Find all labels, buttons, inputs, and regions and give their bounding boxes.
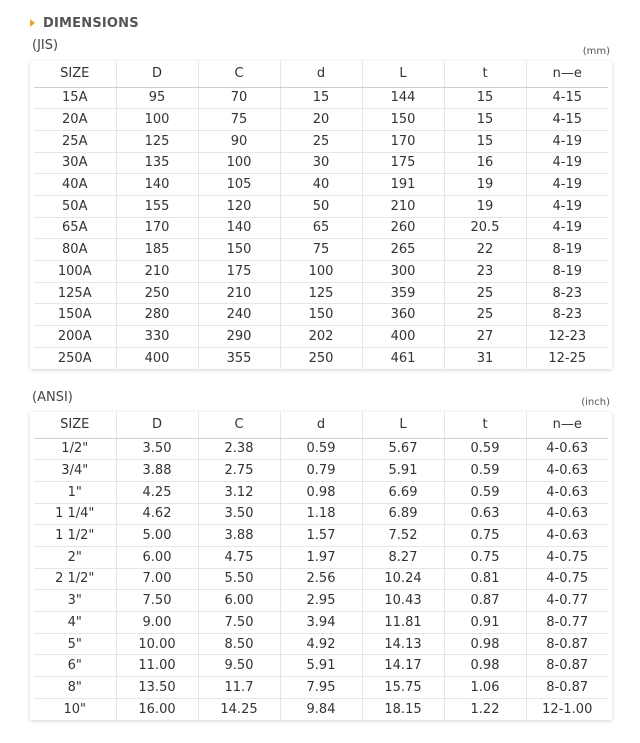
table-cell: 4.75 xyxy=(198,546,280,568)
table-row xyxy=(34,347,608,369)
column-header: t xyxy=(444,61,526,87)
table-cell: 175 xyxy=(198,261,280,283)
table-cell: 4-0.63 xyxy=(526,503,608,525)
table-cell: 4-0.75 xyxy=(526,568,608,590)
table-row xyxy=(34,195,608,217)
table-cell: 25 xyxy=(444,304,526,326)
table-cell: 8.27 xyxy=(362,546,444,568)
table-cell: 8-0.87 xyxy=(526,677,608,699)
table-cell: 15.75 xyxy=(362,677,444,699)
table-cell: 360 xyxy=(362,304,444,326)
table-cell: 25 xyxy=(280,130,362,152)
column-header: L xyxy=(362,412,444,438)
column-header: L xyxy=(362,61,444,87)
table-cell: 140 xyxy=(198,217,280,239)
table-row xyxy=(34,261,608,283)
table-cell: 4-0.63 xyxy=(526,438,608,460)
table-cell: 150 xyxy=(198,239,280,261)
table-cell: 330 xyxy=(116,326,198,348)
table-cell: 3.50 xyxy=(198,503,280,525)
table-cell: 70 xyxy=(198,87,280,109)
table-cell: 14.25 xyxy=(198,698,280,720)
table-cell: 16.00 xyxy=(116,698,198,720)
table-cell: 6.00 xyxy=(198,590,280,612)
table-header-row xyxy=(34,61,608,87)
table-cell: 5.50 xyxy=(198,568,280,590)
jis-table-container xyxy=(30,61,612,369)
table-cell: 1 1/4" xyxy=(34,503,116,525)
table-cell: 65A xyxy=(34,217,116,239)
table-cell: 22 xyxy=(444,239,526,261)
table-cell: 10.43 xyxy=(362,590,444,612)
table-cell: 3.88 xyxy=(198,525,280,547)
table-header-row xyxy=(34,412,608,438)
table-cell: 2.38 xyxy=(198,438,280,460)
table-cell: 5.67 xyxy=(362,438,444,460)
table-cell: 265 xyxy=(362,239,444,261)
table-cell: 25A xyxy=(34,130,116,152)
table-row xyxy=(34,152,608,174)
table-cell: 90 xyxy=(198,130,280,152)
table-cell: 250 xyxy=(280,347,362,369)
table-cell: 4.25 xyxy=(116,481,198,503)
table-cell: 0.81 xyxy=(444,568,526,590)
column-header: SIZE xyxy=(34,61,116,87)
table-cell: 1.18 xyxy=(280,503,362,525)
table-cell: 2.95 xyxy=(280,590,362,612)
column-header: SIZE xyxy=(34,412,116,438)
table-cell: 3" xyxy=(34,590,116,612)
table-cell: 6" xyxy=(34,655,116,677)
table-cell: 0.98 xyxy=(444,655,526,677)
table-row xyxy=(34,677,608,699)
table-cell: 3.50 xyxy=(116,438,198,460)
ansi-table-container xyxy=(30,412,612,720)
table-cell: 1.06 xyxy=(444,677,526,699)
table-cell: 210 xyxy=(362,195,444,217)
table-cell: 11.81 xyxy=(362,612,444,634)
table-cell: 200A xyxy=(34,326,116,348)
table-cell: 19 xyxy=(444,174,526,196)
table-cell: 4-19 xyxy=(526,130,608,152)
table-cell: 50A xyxy=(34,195,116,217)
table-cell: 14.13 xyxy=(362,633,444,655)
table-cell: 355 xyxy=(198,347,280,369)
table-row xyxy=(34,87,608,109)
table-cell: 3.12 xyxy=(198,481,280,503)
table-cell: 4-0.63 xyxy=(526,460,608,482)
table-cell: 4.62 xyxy=(116,503,198,525)
table-cell: 3.94 xyxy=(280,612,362,634)
table-cell: 4-0.77 xyxy=(526,590,608,612)
table-cell: 75 xyxy=(198,109,280,131)
table-cell: 0.87 xyxy=(444,590,526,612)
table-row xyxy=(34,655,608,677)
table-cell: 0.98 xyxy=(444,633,526,655)
table-cell: 8-23 xyxy=(526,282,608,304)
table-cell: 144 xyxy=(362,87,444,109)
table-cell: 4" xyxy=(34,612,116,634)
table-cell: 125A xyxy=(34,282,116,304)
table-cell: 150A xyxy=(34,304,116,326)
table-row xyxy=(34,109,608,131)
table-cell: 8-0.87 xyxy=(526,655,608,677)
table-cell: 23 xyxy=(444,261,526,283)
table-cell: 8" xyxy=(34,677,116,699)
column-header: C xyxy=(198,61,280,87)
table-cell: 4-0.63 xyxy=(526,481,608,503)
table-cell: 10.00 xyxy=(116,633,198,655)
table-cell: 15 xyxy=(444,87,526,109)
table-cell: 8-23 xyxy=(526,304,608,326)
table-cell: 1" xyxy=(34,481,116,503)
table-cell: 359 xyxy=(362,282,444,304)
table-cell: 0.75 xyxy=(444,525,526,547)
table-row xyxy=(34,282,608,304)
table-cell: 7.95 xyxy=(280,677,362,699)
jis-label: (JIS) xyxy=(32,38,59,53)
table-cell: 1/2" xyxy=(34,438,116,460)
table-cell: 400 xyxy=(116,347,198,369)
table-cell: 8.50 xyxy=(198,633,280,655)
table-cell: 4-19 xyxy=(526,217,608,239)
table-cell: 120 xyxy=(198,195,280,217)
table-cell: 100 xyxy=(198,152,280,174)
table-cell: 250 xyxy=(116,282,198,304)
table-cell: 40A xyxy=(34,174,116,196)
table-cell: 135 xyxy=(116,152,198,174)
table-cell: 250A xyxy=(57,350,92,366)
table-cell: 1.97 xyxy=(280,546,362,568)
table-cell: 4-19 xyxy=(526,174,608,196)
table-row xyxy=(34,525,608,547)
table-cell: 8-19 xyxy=(526,261,608,283)
table-cell: 125 xyxy=(116,130,198,152)
table-cell: 240 xyxy=(198,304,280,326)
table-cell: 20 xyxy=(280,109,362,131)
table-cell: 5.91 xyxy=(362,460,444,482)
table-cell: 15 xyxy=(444,109,526,131)
table-cell: 210 xyxy=(198,282,280,304)
table-cell: 9.84 xyxy=(280,698,362,720)
table-cell: 4-0.75 xyxy=(526,546,608,568)
ansi-unit-label: (inch) xyxy=(581,397,610,408)
table-cell: 0.59 xyxy=(280,438,362,460)
table-row xyxy=(34,326,608,348)
column-header: d xyxy=(280,412,362,438)
table-cell: 175 xyxy=(362,152,444,174)
table-cell: 2 1/2" xyxy=(34,568,116,590)
table-cell: 5.91 xyxy=(280,655,362,677)
table-cell: 2" xyxy=(34,546,116,568)
triangle-bullet-icon xyxy=(30,19,35,27)
table-row xyxy=(34,546,608,568)
section-title xyxy=(30,14,139,32)
table-row xyxy=(34,698,608,720)
table-cell: 100 xyxy=(280,261,362,283)
table-cell: 260 xyxy=(362,217,444,239)
table-cell: 5" xyxy=(34,633,116,655)
table-cell: 150 xyxy=(280,304,362,326)
table-cell: 210 xyxy=(116,261,198,283)
table-cell: 4-19 xyxy=(526,152,608,174)
table-cell: 75 xyxy=(280,239,362,261)
table-cell: 50 xyxy=(280,195,362,217)
table-row xyxy=(34,130,608,152)
table-cell: 10" xyxy=(63,701,87,717)
table-cell: 150 xyxy=(362,109,444,131)
table-cell: 0.98 xyxy=(280,481,362,503)
table-cell: 1.57 xyxy=(280,525,362,547)
table-cell: 125 xyxy=(280,282,362,304)
table-cell: 7.00 xyxy=(116,568,198,590)
table-row xyxy=(34,590,608,612)
table-cell: 4-0.63 xyxy=(526,525,608,547)
table-cell: 1 1/2" xyxy=(34,525,116,547)
table-cell: 7.52 xyxy=(362,525,444,547)
table-cell: 105 xyxy=(198,174,280,196)
table-cell: 20.5 xyxy=(444,217,526,239)
table-cell: 0.59 xyxy=(444,481,526,503)
table-cell: 140 xyxy=(116,174,198,196)
ansi-dimensions-table xyxy=(34,412,608,720)
table-row xyxy=(34,438,608,460)
table-row xyxy=(34,481,608,503)
table-cell: 25 xyxy=(444,282,526,304)
column-header: C xyxy=(198,412,280,438)
table-cell: 155 xyxy=(116,195,198,217)
table-cell: 4.92 xyxy=(280,633,362,655)
table-cell: 9.50 xyxy=(198,655,280,677)
table-cell: 15 xyxy=(444,130,526,152)
table-row xyxy=(34,568,608,590)
table-cell: 65 xyxy=(280,217,362,239)
ansi-label: (ANSI) xyxy=(32,390,73,405)
table-cell: 7.50 xyxy=(116,590,198,612)
table-cell: 80A xyxy=(34,239,116,261)
column-header: n—e xyxy=(526,61,608,87)
table-cell: 461 xyxy=(362,347,444,369)
column-header: d xyxy=(280,61,362,87)
table-cell: 300 xyxy=(362,261,444,283)
table-cell: 13.50 xyxy=(116,677,198,699)
table-cell: 6.69 xyxy=(362,481,444,503)
table-row xyxy=(34,460,608,482)
table-cell: 12-25 xyxy=(526,347,608,369)
table-cell: 15A xyxy=(34,87,116,109)
table-cell: 19 xyxy=(444,195,526,217)
table-cell: 30A xyxy=(34,152,116,174)
table-row xyxy=(34,633,608,655)
table-cell: 0.79 xyxy=(280,460,362,482)
table-cell: 0.75 xyxy=(444,546,526,568)
table-cell: 290 xyxy=(198,326,280,348)
table-cell: 100A xyxy=(34,261,116,283)
table-cell: 40 xyxy=(280,174,362,196)
table-cell: 12-1.00 xyxy=(526,698,608,720)
table-cell: 100 xyxy=(116,109,198,131)
table-cell: 30 xyxy=(280,152,362,174)
table-cell: 20A xyxy=(34,109,116,131)
table-cell: 27 xyxy=(444,326,526,348)
table-cell: 2.75 xyxy=(198,460,280,482)
table-cell: 14.17 xyxy=(362,655,444,677)
table-cell: 11.7 xyxy=(198,677,280,699)
table-cell: 202 xyxy=(280,326,362,348)
table-cell: 8-19 xyxy=(526,239,608,261)
table-cell: 95 xyxy=(116,87,198,109)
table-cell: 1.22 xyxy=(444,698,526,720)
table-cell: 9.00 xyxy=(116,612,198,634)
table-row xyxy=(34,174,608,196)
table-cell: 16 xyxy=(444,152,526,174)
table-cell: 0.59 xyxy=(444,438,526,460)
table-cell: 4-19 xyxy=(526,195,608,217)
table-cell: 4-15 xyxy=(526,109,608,131)
table-cell: 0.59 xyxy=(444,460,526,482)
table-cell: 5.00 xyxy=(116,525,198,547)
table-cell: 185 xyxy=(116,239,198,261)
table-row xyxy=(34,503,608,525)
jis-dimensions-table xyxy=(34,61,608,369)
table-cell: 7.50 xyxy=(198,612,280,634)
table-cell: 400 xyxy=(362,326,444,348)
table-cell: 8-0.77 xyxy=(526,612,608,634)
table-cell: 12-23 xyxy=(526,326,608,348)
section-title-text: DIMENSIONS xyxy=(43,15,139,31)
table-cell: 0.63 xyxy=(444,503,526,525)
table-cell: 170 xyxy=(116,217,198,239)
table-cell: 3/4" xyxy=(34,460,116,482)
table-row xyxy=(34,239,608,261)
table-cell: 0.91 xyxy=(444,612,526,634)
column-header: D xyxy=(116,412,198,438)
column-header: D xyxy=(116,61,198,87)
table-row xyxy=(34,217,608,239)
table-cell: 8-0.87 xyxy=(526,633,608,655)
table-cell: 31 xyxy=(444,347,526,369)
table-cell: 3.88 xyxy=(116,460,198,482)
table-cell: 4-15 xyxy=(526,87,608,109)
jis-unit-label: (mm) xyxy=(582,46,610,57)
table-cell: 6.89 xyxy=(362,503,444,525)
column-header: t xyxy=(444,412,526,438)
table-cell: 170 xyxy=(362,130,444,152)
table-row xyxy=(34,612,608,634)
table-row xyxy=(34,304,608,326)
table-cell: 2.56 xyxy=(280,568,362,590)
table-cell: 10.24 xyxy=(362,568,444,590)
table-cell: 191 xyxy=(362,174,444,196)
table-cell: 6.00 xyxy=(116,546,198,568)
table-cell: 15 xyxy=(280,87,362,109)
table-cell: 280 xyxy=(116,304,198,326)
table-cell: 11.00 xyxy=(116,655,198,677)
column-header: n—e xyxy=(526,412,608,438)
table-cell: 18.15 xyxy=(362,698,444,720)
